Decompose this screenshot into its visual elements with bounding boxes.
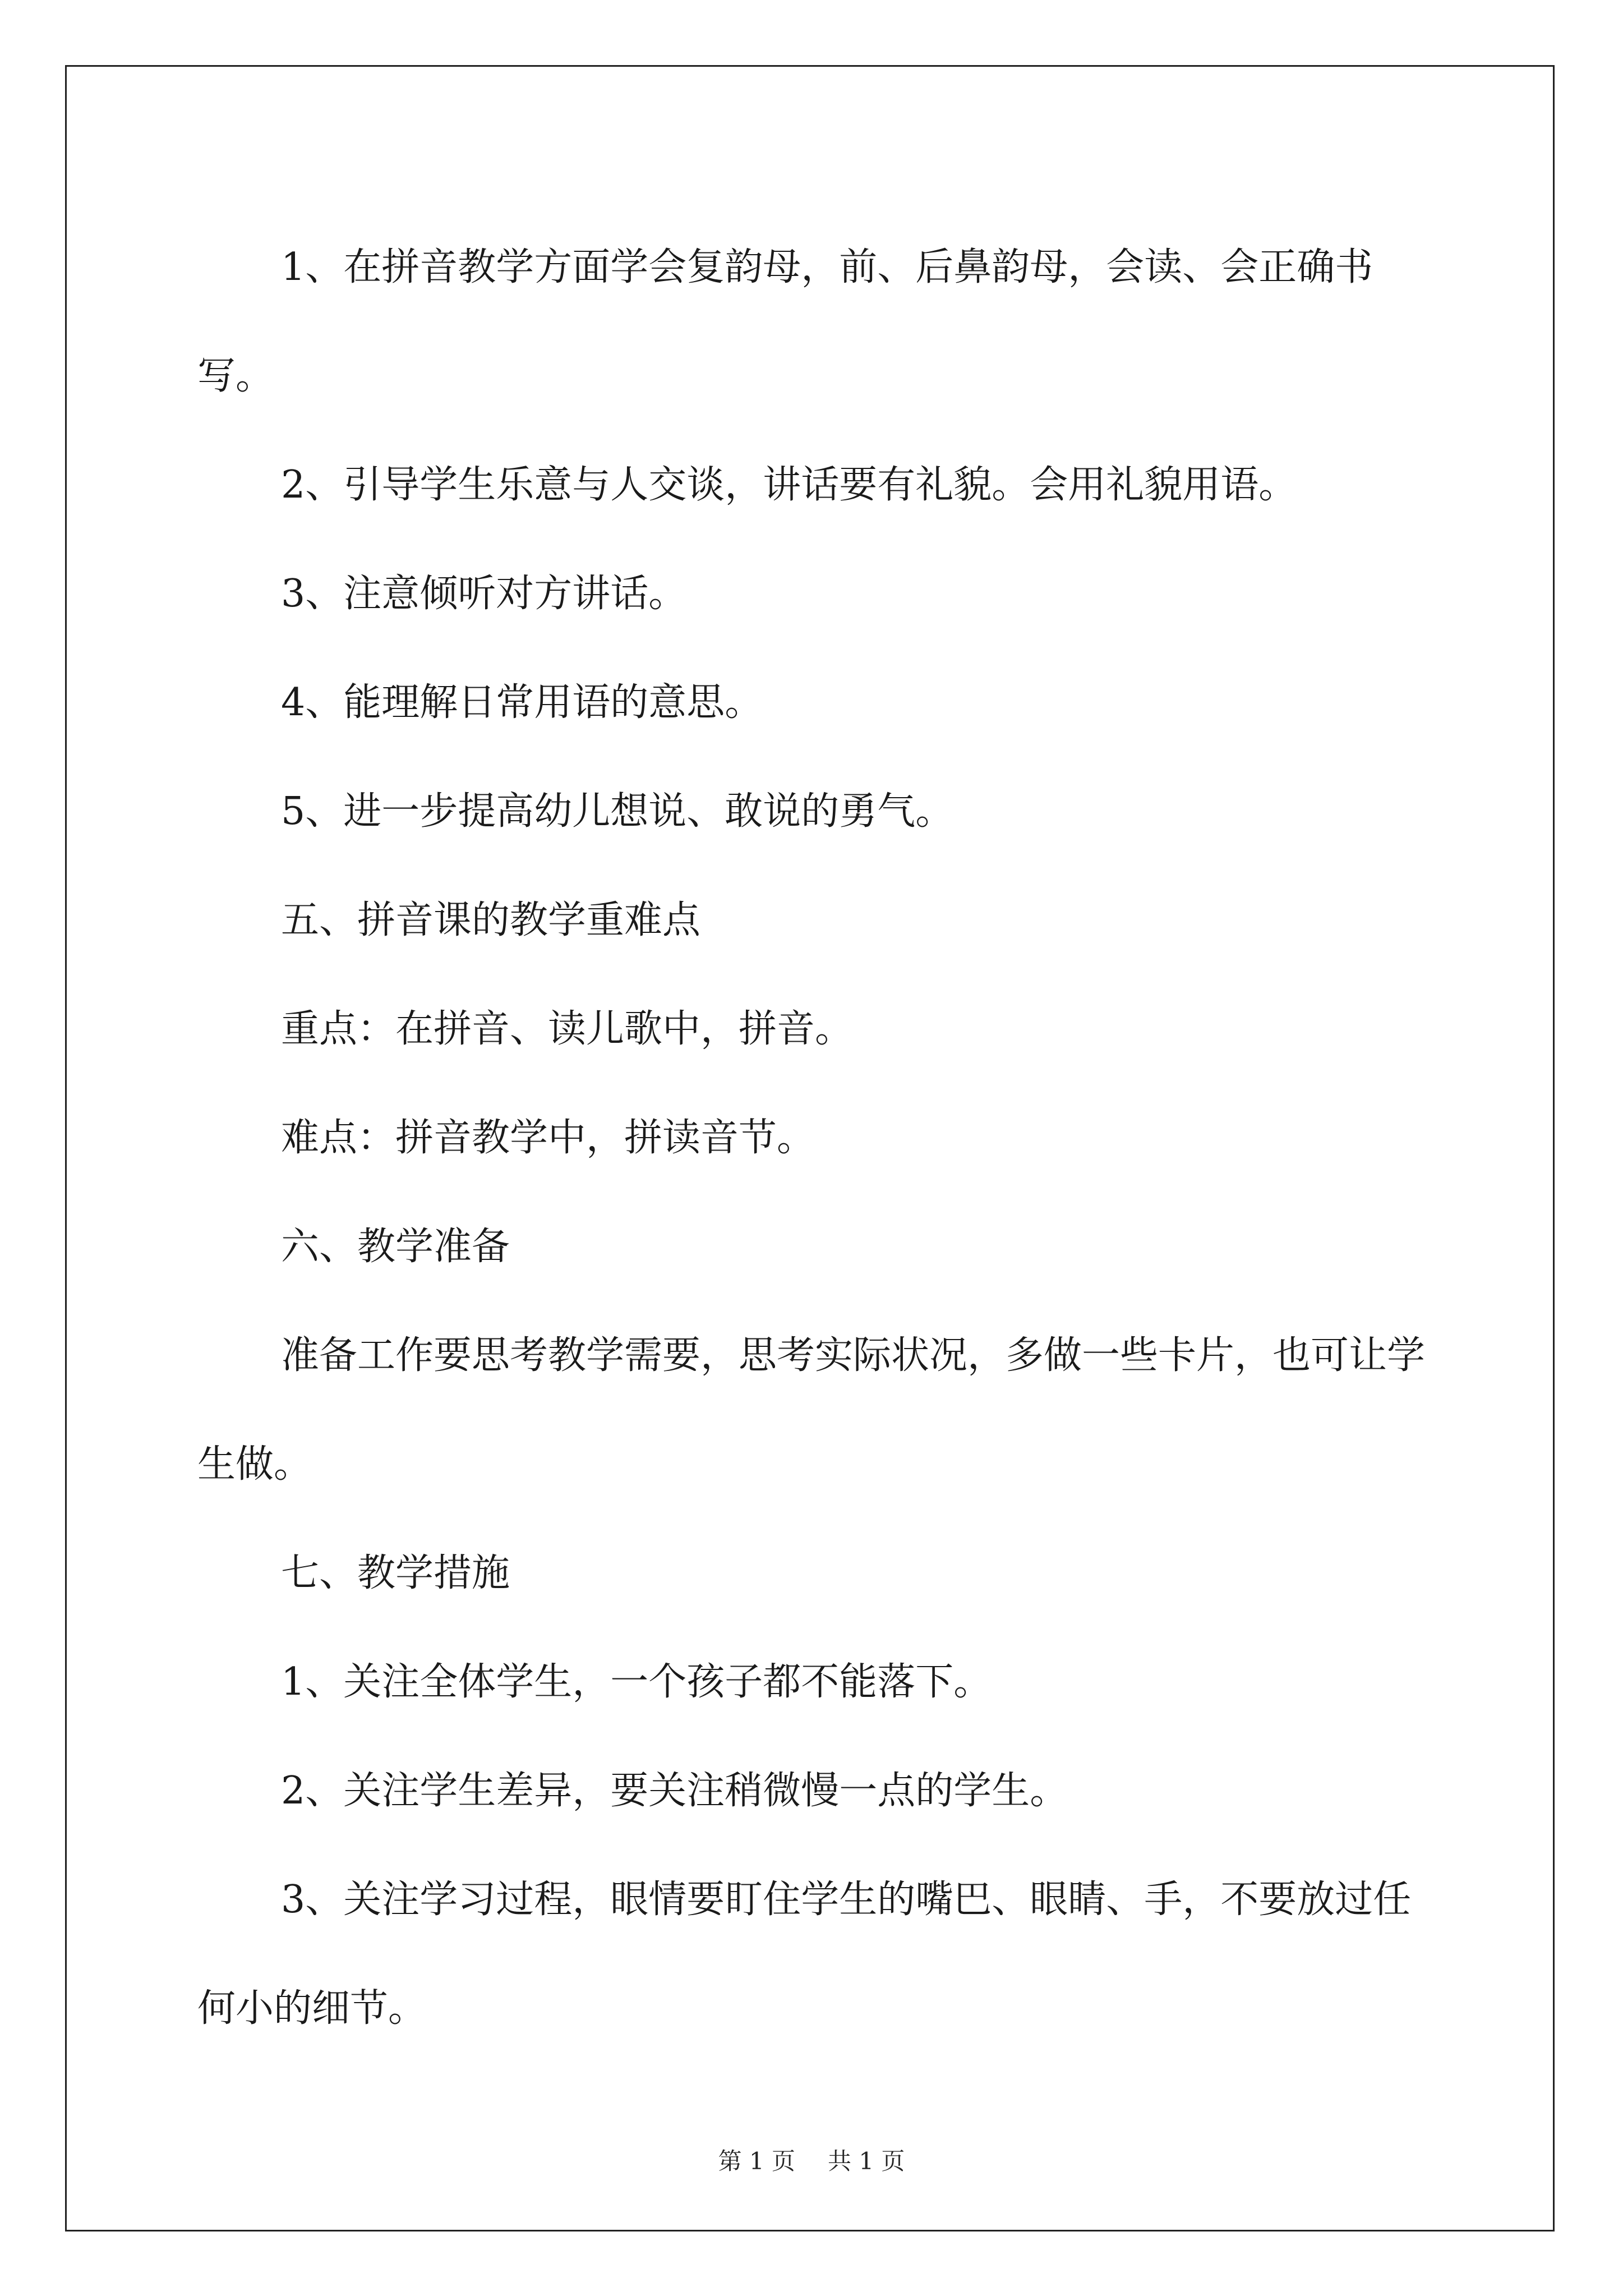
paragraph-item-2: 2、引导学生乐意与人交谈，讲话要有礼貌。会用礼貌用语。: [281, 463, 1297, 507]
document-body: [197, 213, 1426, 2063]
section-heading-preparation: 六、教学准备: [281, 1225, 510, 1269]
paragraph-item-5: 5、进一步提高幼儿想说、敢说的勇气。: [281, 789, 954, 834]
section-heading-key-points: 五、拼音课的教学重难点: [281, 898, 701, 942]
paragraph-measure-2: 2、关注学生差异，要关注稍微慢一点的学生。: [281, 1769, 1068, 1813]
paragraph-difficult-point: 难点：拼音教学中，拼读音节。: [281, 1116, 815, 1160]
paragraph-item-1: 1、在拼音教学方面学会复韵母，前、后鼻韵母，会读、会正确书写。: [197, 245, 1373, 398]
page-number: 第 1 页: [718, 2147, 795, 2175]
paragraph-preparation: 准备工作要思考教学需要，思考实际状况，多做一些卡片，也可让学生做。: [197, 1333, 1426, 1487]
paragraph-item-3: 3、注意倾听对方讲话。: [281, 572, 687, 616]
paragraph-measure-3: 3、关注学习过程，眼情要盯住学生的嘴巴、眼睛、手，不要放过任何小的细节。: [197, 1878, 1412, 2031]
paragraph-measure-1: 1、关注全体学生，一个孩子都不能落下。: [281, 1660, 992, 1704]
page-total: 共 1 页: [828, 2147, 905, 2175]
section-heading-measures: 七、教学措施: [281, 1551, 510, 1595]
paragraph-key-point: 重点：在拼音、读儿歌中，拼音。: [281, 1007, 854, 1051]
paragraph-item-4: 4、能理解日常用语的意思。: [281, 680, 763, 725]
page-footer: [0, 2143, 1623, 2177]
